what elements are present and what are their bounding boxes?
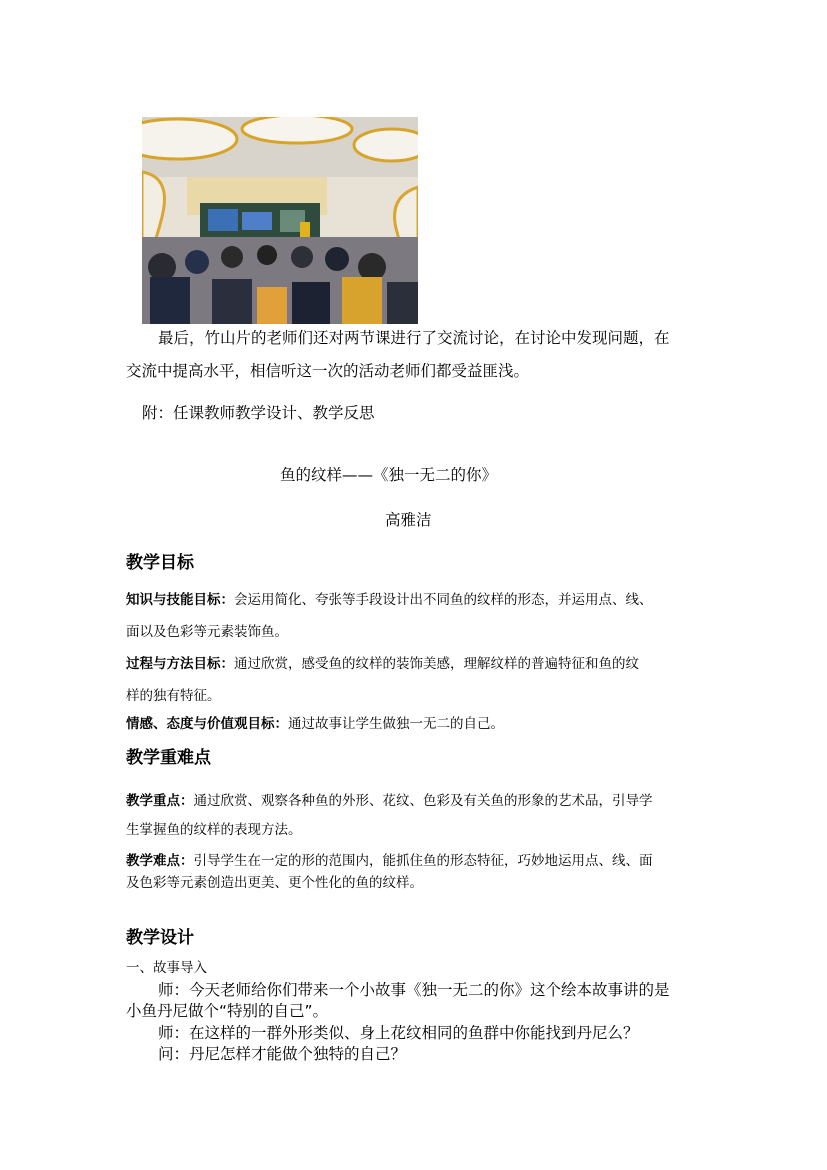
difficult-point-label: 教学难点： [126,853,194,869]
design-line-4: 问：丹尼怎样才能做个独特的自己？ [158,1045,407,1063]
intro-paragraph-line2: 交流中提高水平，相信听这一次的活动老师们都受益匪浅。 [126,362,530,380]
keypoints-heading: 教学重难点 [126,748,211,768]
objective-process [126,658,639,672]
design-line-3: 师：在这样的一群外形类似、身上花纹相同的鱼群中你能找到丹尼么？ [158,1024,639,1042]
key-point-text: 通过欣赏、观察各种鱼的外形、花纹、色彩及有关鱼的形象的艺术品，引导学 [193,793,653,809]
design-line-1: 师：今天老师给你们带来一个小故事《独一无二的你》这个绘本故事讲的是 [158,981,670,999]
difficult-point [126,855,653,869]
objective-emotion-label: 情感、态度与价值观目标： [126,716,288,732]
objective-process-label: 过程与方法目标： [126,656,234,672]
classroom-photo [142,117,418,324]
intro-paragraph-line1: 最后，竹山片的老师们还对两节课进行了交流讨论，在讨论中发现问题，在 [158,329,670,347]
objective-knowledge-label: 知识与技能目标： [126,592,234,608]
objective-process-cont: 样的独有特征。 [126,688,221,704]
key-point-label: 教学重点： [126,793,194,809]
design-heading: 教学设计 [126,928,194,948]
difficult-point-text: 引导学生在一定的形的范围内，能抓住鱼的形态特征，巧妙地运用点、线、面 [193,853,653,869]
objective-knowledge-text: 会运用简化、夸张等手段设计出不同鱼的纹样的形态，并运用点、线、 [234,592,653,608]
design-section-1: 一、故事导入 [126,960,207,976]
objectives-heading: 教学目标 [126,553,194,573]
objective-knowledge-cont: 面以及色彩等元素装饰鱼。 [126,624,288,640]
difficult-point-cont: 及色彩等元素创造出更美、更个性化的鱼的纹样。 [126,875,423,891]
design-line-2: 小鱼丹尼做个“特别的自己”。 [126,1002,329,1020]
objective-process-text: 通过欣赏，感受鱼的纹样的装饰美感，理解纹样的普遍特征和鱼的纹 [234,656,639,672]
appendix-line: 附：任课教师教学设计、教学反思 [142,404,375,422]
key-point-cont: 生掌握鱼的纹样的表现方法。 [126,822,302,838]
lesson-author: 高雅洁 [385,511,432,529]
key-point [126,795,653,809]
objective-emotion [126,718,504,732]
objective-knowledge [126,594,653,608]
lesson-title: 鱼的纹样——《独一无二的你》 [280,466,498,484]
objective-emotion-text: 通过故事让学生做独一无二的自己。 [288,716,504,732]
